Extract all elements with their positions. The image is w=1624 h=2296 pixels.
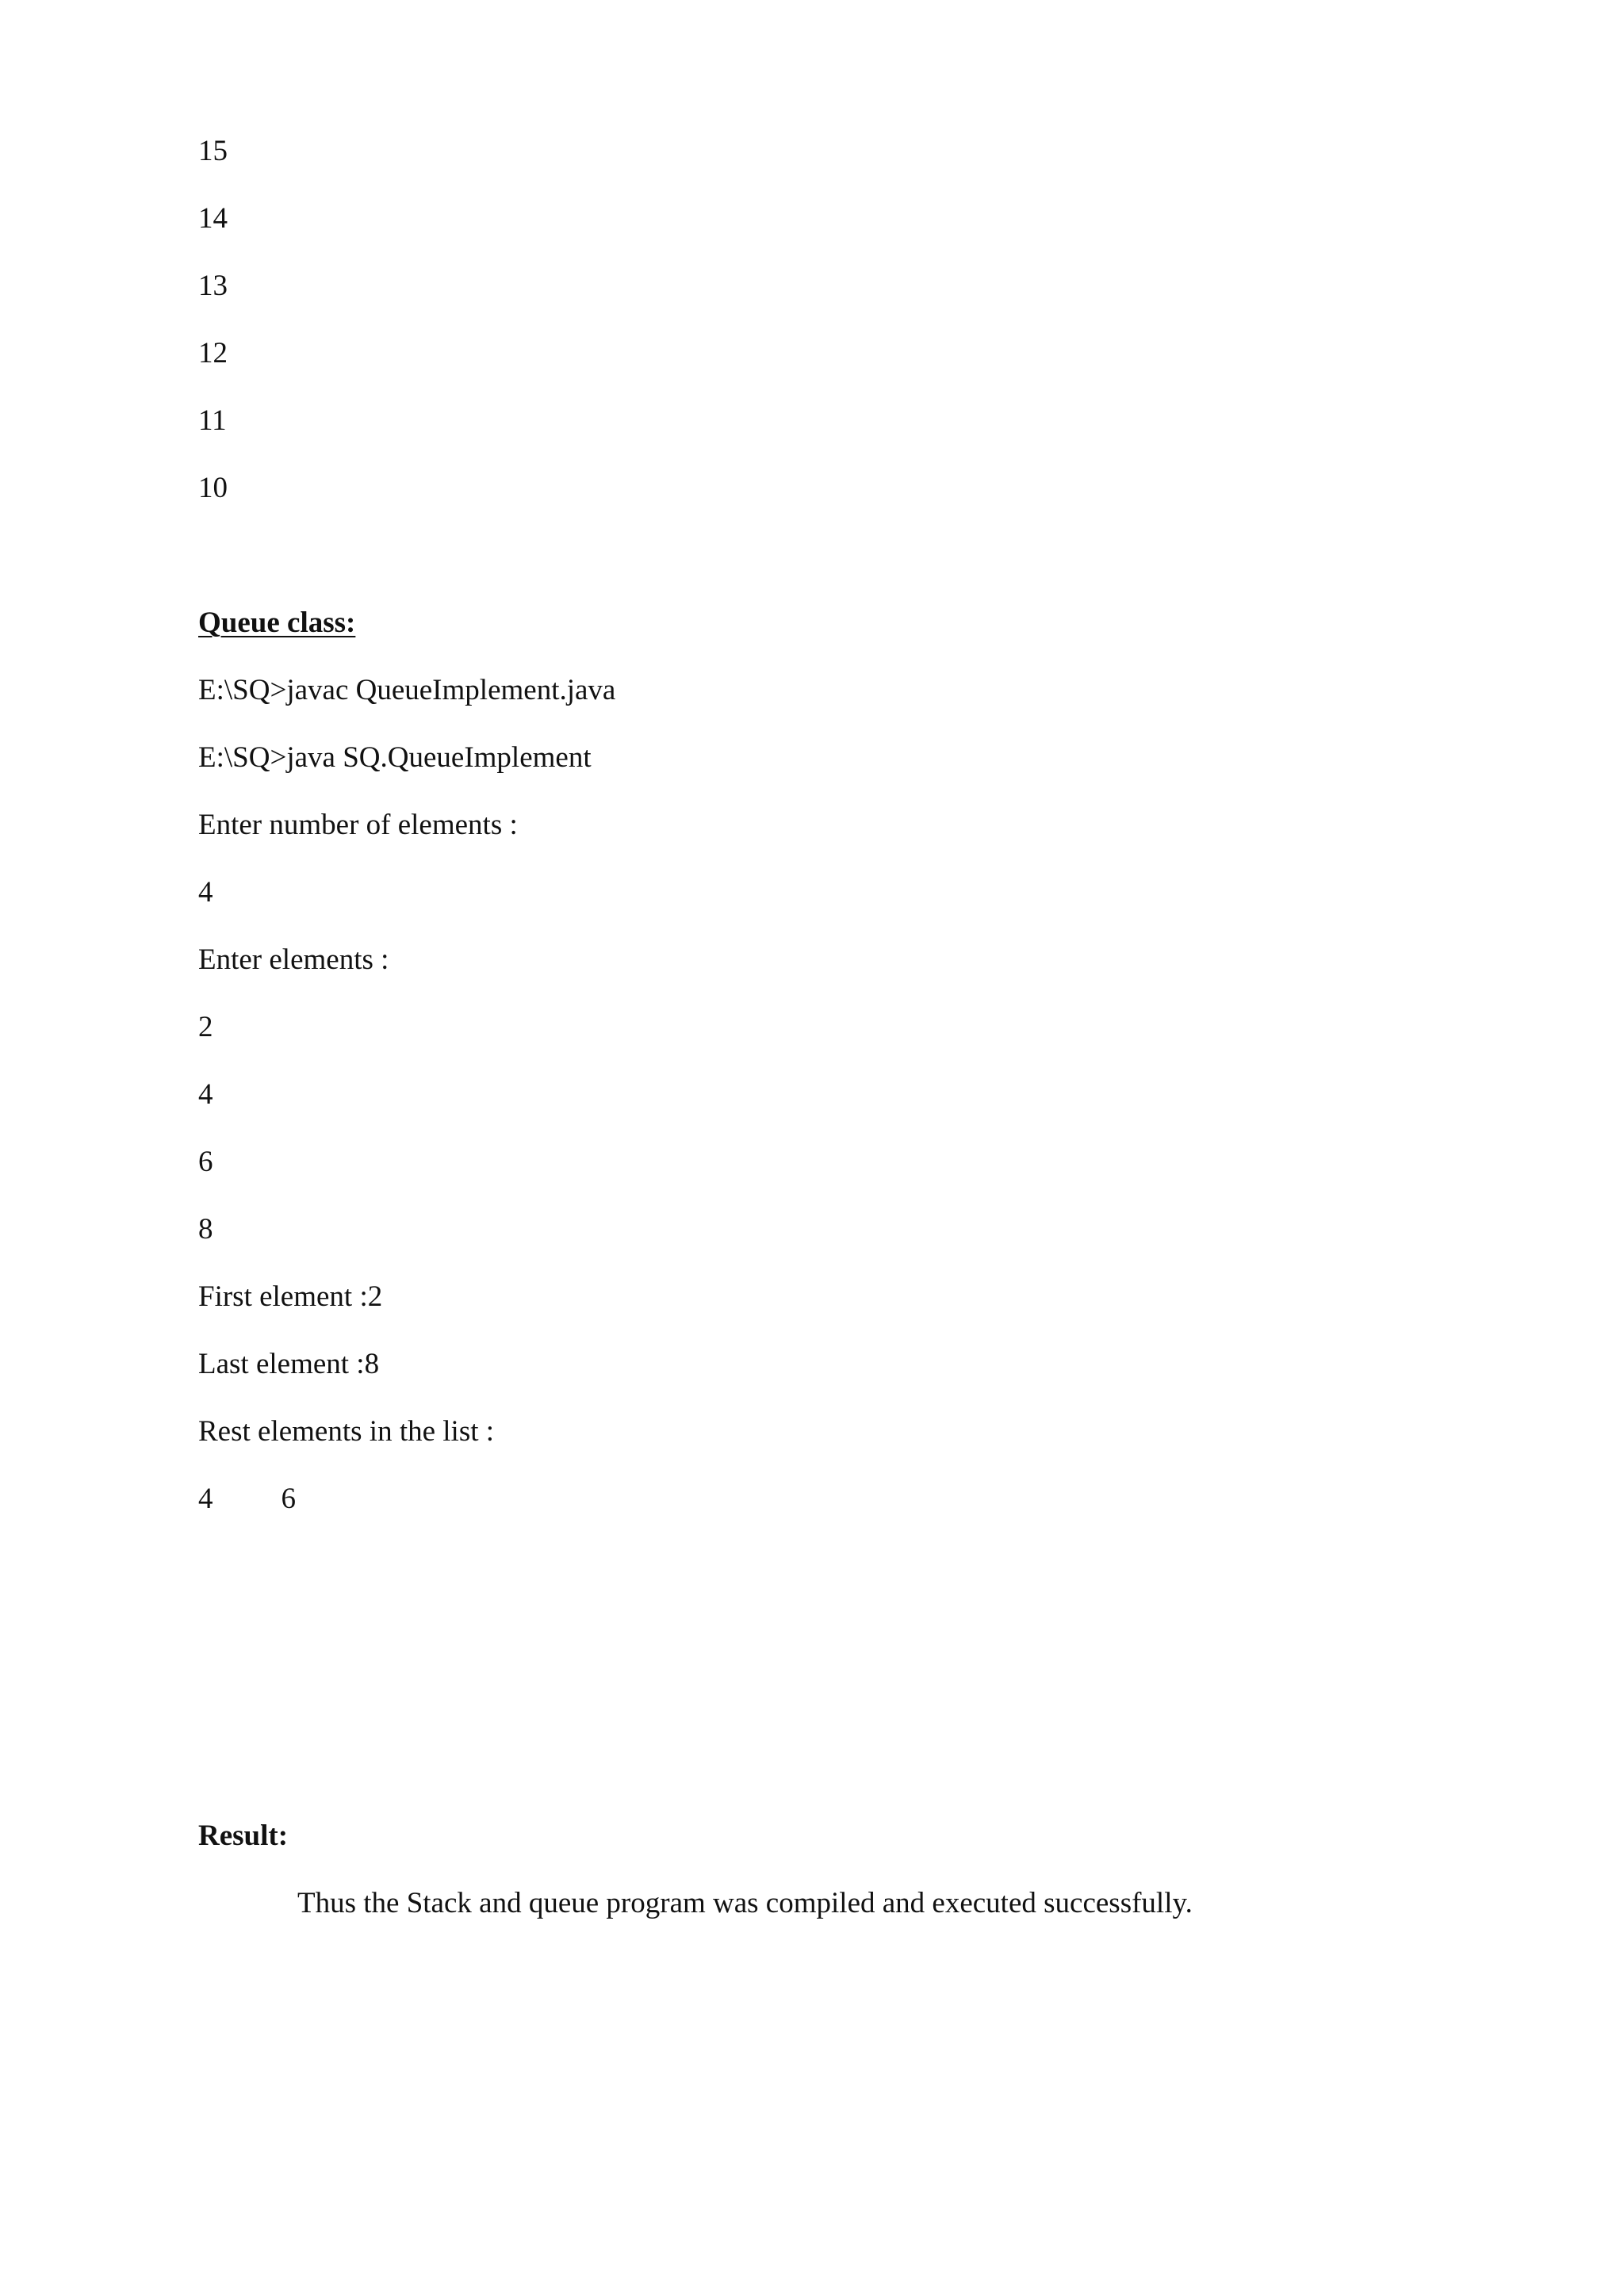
first-element-line: First element :2	[198, 1280, 383, 1313]
run-command: E:\SQ>java SQ.QueueImplement	[198, 741, 592, 774]
last-element-line: Last element :8	[198, 1348, 380, 1380]
result-text: Thus the Stack and queue program was compiled and executed successfully.	[297, 1887, 1193, 1919]
rest-elements-label: Rest elements in the list :	[198, 1415, 495, 1448]
rest-element-value: 6	[281, 1483, 296, 1515]
stack-output-line: 11	[198, 404, 227, 437]
element-value: 6	[198, 1146, 213, 1178]
stack-output-line: 14	[198, 202, 228, 235]
element-value: 4	[198, 1078, 213, 1111]
stack-output-line: 13	[198, 270, 228, 302]
compile-command: E:\SQ>javac QueueImplement.java	[198, 674, 616, 706]
element-value: 2	[198, 1011, 213, 1043]
result-heading: Result:	[198, 1820, 289, 1852]
stack-output-line: 15	[198, 135, 228, 167]
queue-section-heading: Queue class:	[198, 607, 356, 639]
element-value: 8	[198, 1213, 213, 1246]
stack-output-line: 10	[198, 472, 228, 504]
rest-element-value: 4	[198, 1483, 213, 1515]
stack-output-line: 12	[198, 337, 228, 369]
count-value: 4	[198, 876, 213, 909]
count-prompt: Enter number of elements :	[198, 809, 518, 841]
rest-elements-values	[198, 1481, 296, 1517]
elements-prompt: Enter elements :	[198, 943, 389, 976]
